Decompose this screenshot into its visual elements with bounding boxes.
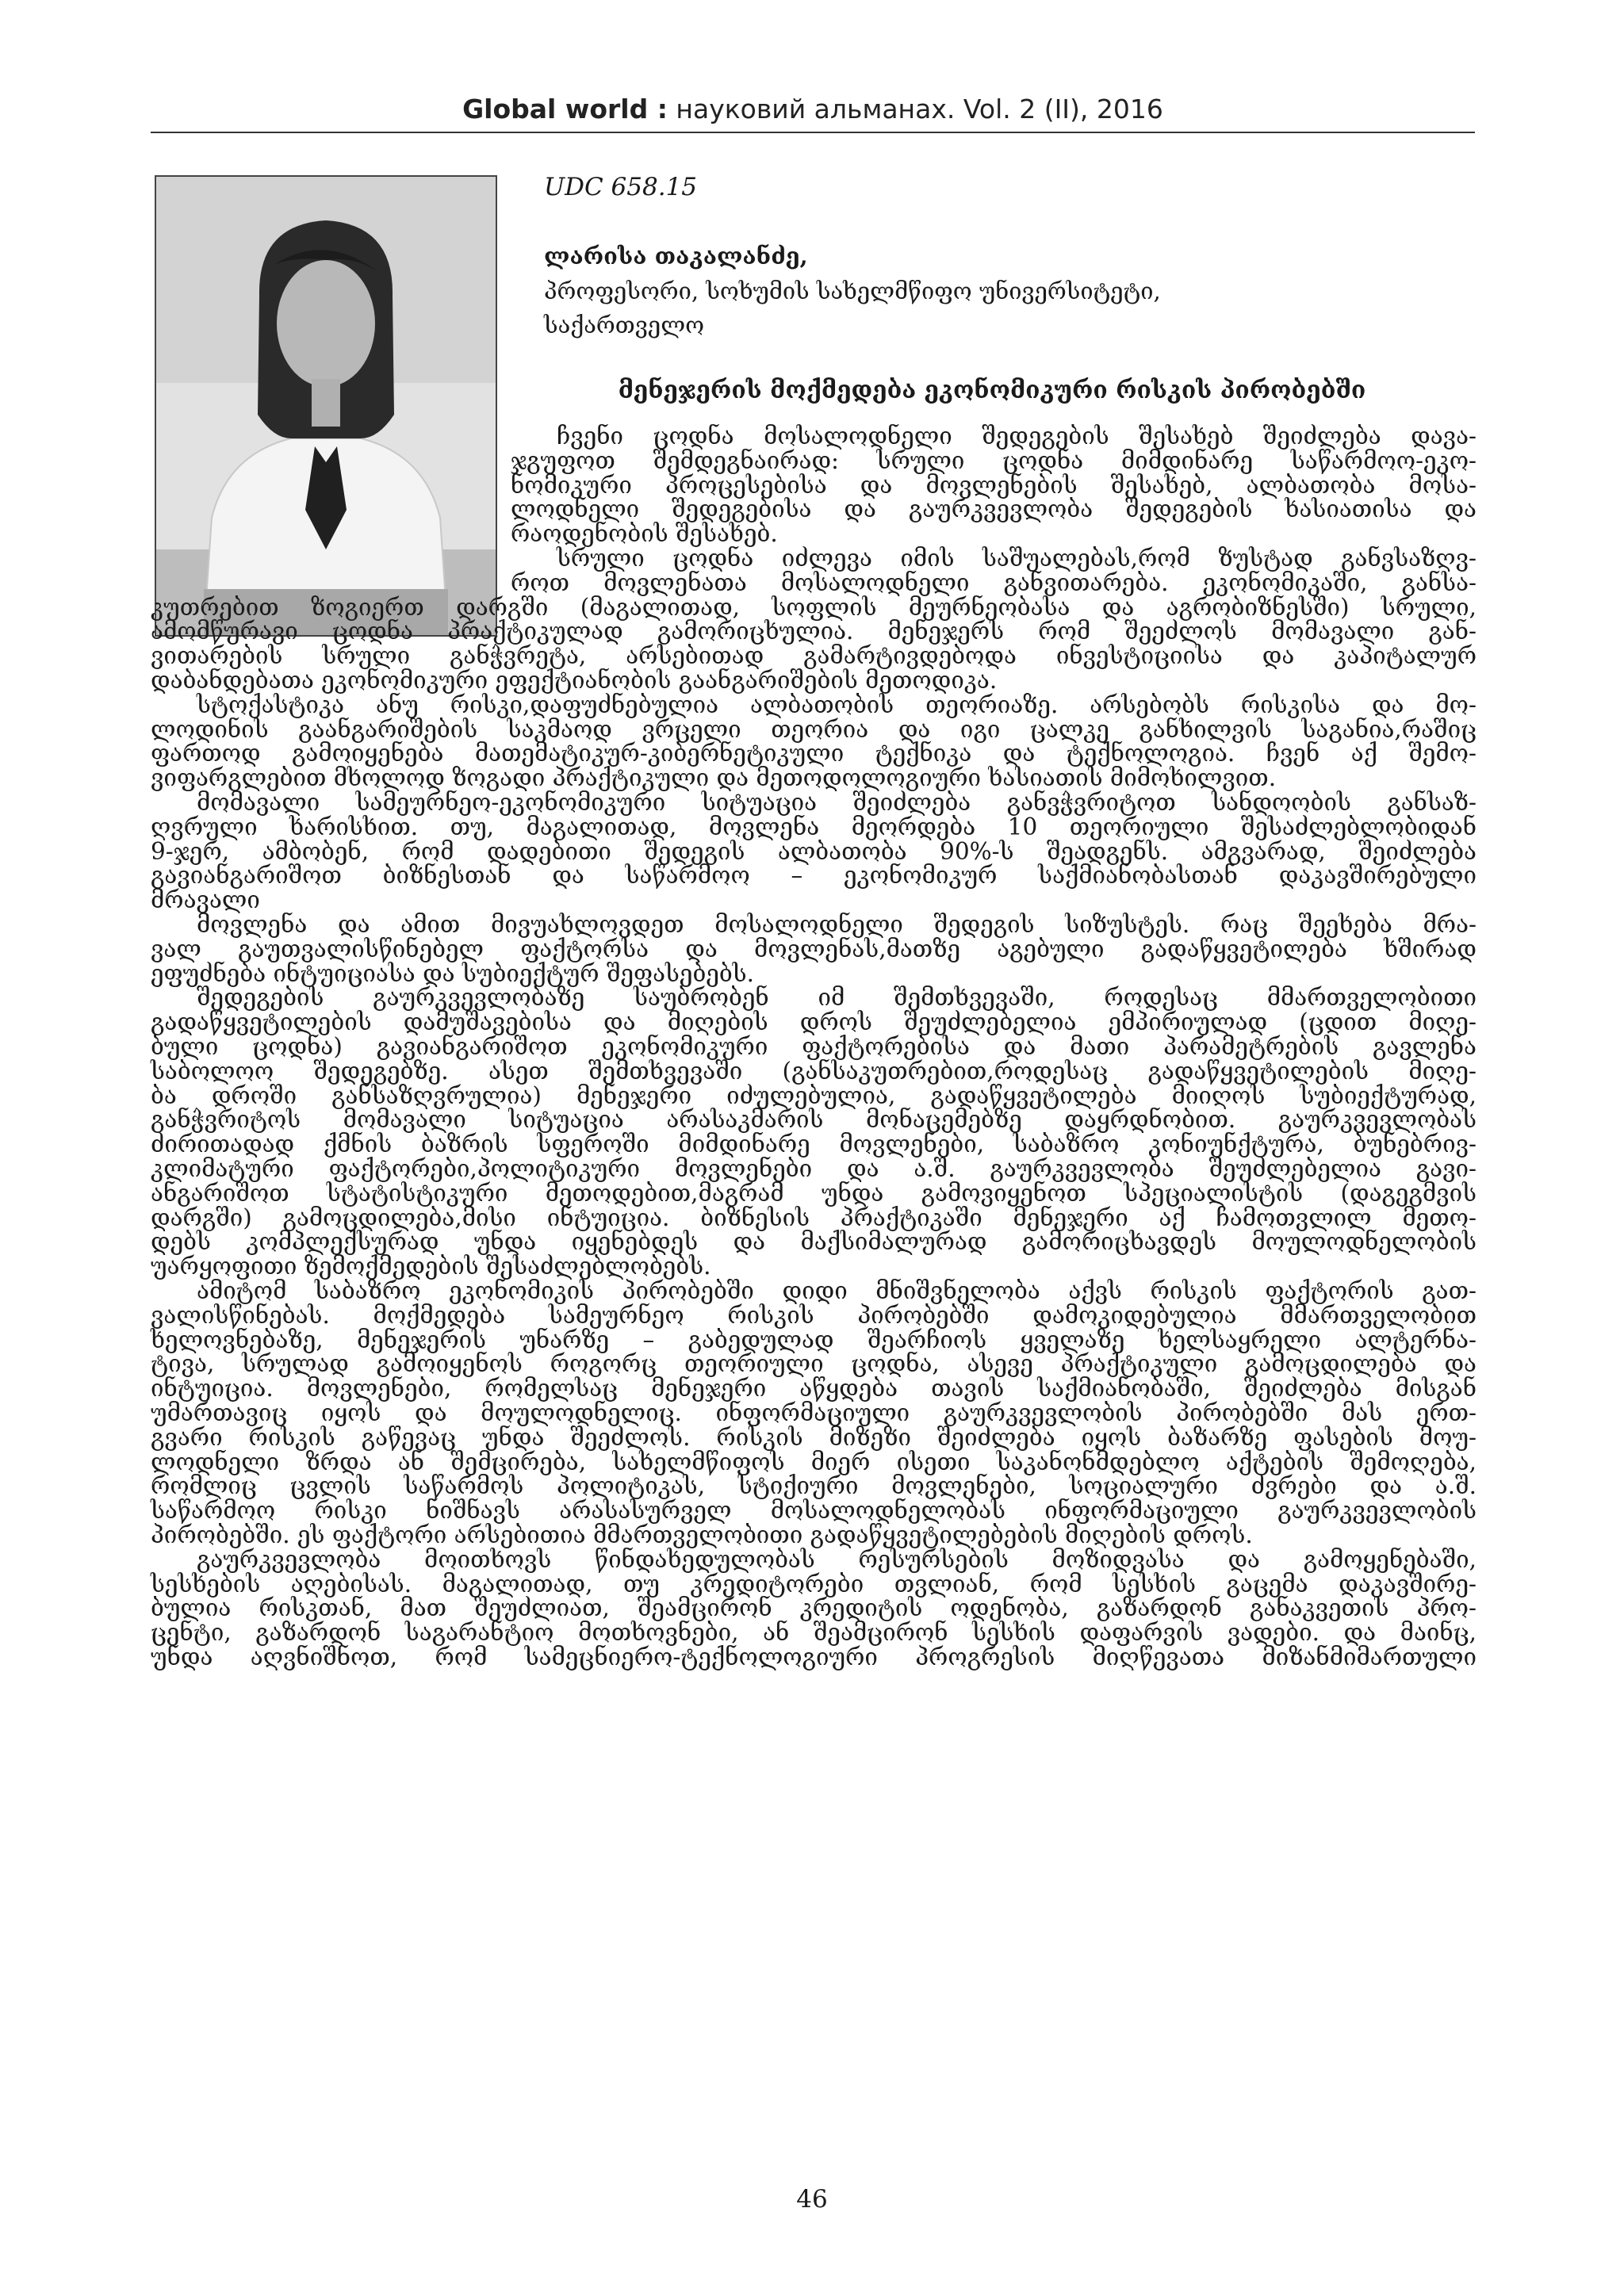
body-line: ვალისწინებას. მოქმედება სამეურნეო რისკის პირობებში დამოკიდებულია მმართველობით — [151, 1301, 1477, 1329]
body-line: ტივა, სრულად გამოიყენოს როგორც თეორიული ცოდნა, ასევე პრაქტიკული გამოცდილება და — [151, 1350, 1477, 1378]
body-line: საწარმოო რისკი ნიშნავს არასასურველ მოსალოდნელობას ინფორმაციული გაურკვევლობის — [151, 1497, 1477, 1525]
body-line: უარყოფითი ზემოქმედების შესაძლებლობებს. — [151, 1253, 711, 1280]
body-line: დაბანდებათა ეკონომიკური ეფექტიანობის გაანგარიშების მეთოდიკა. — [151, 667, 998, 694]
body-line: სრული ცოდნა იძლევა იმის საშუალებას,რომ ზუსტად განვსაზღვ- — [557, 545, 1477, 572]
body-line: ანგარიშოთ სტატისტიკური მეთოდებით,მაგრამ უნდა გამოვიყენოთ სპეციალისტის (დაგეგმვის — [151, 1179, 1477, 1207]
body-line: ამომწურავი ცოდნა პრაქტიკულად გამორიცხულია. მენეჯერს რომ შეეძლოს მომავალი გან- — [151, 618, 1477, 645]
body-line: ბული ცოდნა) გავიანგარიშოთ ეკონომიკური ფაქტორებისა და მათი პარამეტრების გავლენა — [151, 1033, 1477, 1060]
body-line: ნომიკური პროცესებისა და მოვლენების შესახებ, ალბათობა მოსა- — [511, 471, 1477, 499]
body-line: გადაწყვეტილების დამუშავებისა და მიღების დროს შეუძლებელია ემპირიულად (ცდით მიღე- — [151, 1008, 1477, 1036]
body-line: ეფუძნება ინტუიციასა და სუბიექტურ შეფასებებს. — [151, 959, 755, 987]
header-rule — [151, 132, 1475, 133]
author-name: ლარისა თაკალანძე, — [544, 243, 808, 270]
body-line: ღვრული ხარისხით. თუ, მაგალითად, მოვლენა მეორდება 10 თეორიული შესაძლებლობიდან — [151, 813, 1477, 840]
body-line: ვითარების სრული განჭვრეტა, არსებითად გამარტივდებოდა ინვესტიციისა და კაპიტალურ — [151, 642, 1477, 670]
journal-name: Global world : — [462, 94, 668, 124]
body-line: ბა დროში განსაზღვრულია) მენეჯერი იძულებულია, გადაწყვეტილება მიიღოს სუბიექტურად, — [151, 1081, 1477, 1109]
affiliation-line: პროფესორი, სოხუმის სახელმწიფო უნივერსიტეტი, — [544, 277, 1161, 304]
author-photo — [155, 175, 497, 637]
body-line: რაოდენობის შესახებ. — [511, 520, 778, 548]
body-line: ლოდნელი შედეგებისა და გაურკვევლობა შედეგების ხასიათისა და — [511, 496, 1477, 523]
body-line: კლიმატური ფაქტორები,პოლიტიკური მოვლენები და ა.შ. გაურკვევლობა შეუძლებელია გავი- — [151, 1155, 1477, 1182]
body-line: მომავალი სამეურნეო-ეკონომიკური სიტუაცია შეიძლება განვჭვრიტოთ სანდოობის განსაზ- — [197, 789, 1477, 816]
body-line: დებს კომპლექსურად უნდა იყენებდეს და მაქსიმალურად გამორიცხავდეს მოულოდნელობის — [151, 1228, 1477, 1256]
body-line: უნდა აღვნიშნოთ, რომ სამეცნიერო-ტექნოლოგიური პროგრესის მიღწევათა მიზანმიმართული — [151, 1644, 1477, 1670]
body-line: ამიტომ საბაზრო ეკონომიკის პირობებში დიდი მნიშვნელობა აქვს რისკის ფაქტორის გათ- — [197, 1277, 1477, 1304]
body-line: გაურკვევლობა მოითხოვს წინდახედულობას რესურსების მოზიდვასა და გამოყენებაში, — [197, 1545, 1477, 1573]
author-portrait-icon — [156, 177, 496, 635]
body-line: ბულია რისკთან, მათ შეუძლიათ, შეამცირონ კრედიტის ოდენობა, გაზარდონ განაკვეთის პრო- — [151, 1594, 1477, 1622]
body-line: ლოდინის გაანგარიშების საკმაოდ ვრცელი თეორია და იგი ცალკე განხილვის საგანია,რაშიც — [151, 715, 1477, 743]
body-line: ცენტი, გაზარდონ საგარანტიო მოთხოვნები, ან შეამცირონ სესხის დაფარვის ვადები. და მაინც, — [151, 1619, 1477, 1647]
author-affiliation — [544, 274, 1440, 342]
body-line: ჩვენი ცოდნა მოსალოდნელი შედეგების შესახებ შეიძლება დავა- — [557, 423, 1477, 450]
udc-code: UDC 658.15 — [544, 173, 698, 201]
body-line: ჯგუფოთ შემდეგნაირად: სრული ცოდნა მიმდინარე საწარმოო-ეკო- — [511, 446, 1477, 474]
body-line: შედეგების გაურკვევლობაზე საუბრობენ იმ შემთხვევაში, როდესაც მმართველობითი — [197, 984, 1477, 1012]
affiliation-line: საქართველო — [544, 312, 705, 339]
body-line: ვალ გაუთვალისწინებელ ფაქტორსა და მოვლენას,მათზე აგებული გადაწყვეტილება ხშირად — [151, 935, 1477, 962]
body-line: დარგში) გამოცდილება,მისი ინტუიცია. ბიზნესის პრაქტიკაში მენეჯერი აქ ჩამოთვლილ მეთო- — [151, 1203, 1477, 1231]
body-line: უმართავიც იყოს და მოულოდნელიც. ინფორმაციული გაურკვევლობის პირობებში მას ერთ- — [151, 1399, 1477, 1426]
body-line: ლოდნელი ზრდა ან შემცირება, სახელმწიფოს მიერ ისეთი საკანონმდებლო აქტების შემოღება, — [151, 1448, 1477, 1475]
body-line: ხელოვნებაზე, მენეჯერის უნარზე – გაბედულად შეარჩიოს ყველაზე ხელსაყრელი ალტერნა- — [151, 1326, 1477, 1353]
body-line: კუთრებით ზოგიერთ დარგში (მაგალითად, სოფლის მეურნეობასა და აგრობიზნესში) სრული, — [151, 593, 1477, 621]
body-line: ვიფარგლებით მხოლოდ ზოგადი პრაქტიკული და მეთოდოლოგიური ხასიათის მიმოხილვით. — [151, 764, 1277, 792]
body-line: ფართოდ გამოიყენება მათემატიკურ-კიბერნეტიკული ტექნიკა და ტექნოლოგია. ჩვენ აქ შემო- — [151, 740, 1477, 767]
article-title: მენეჯერის მოქმედება ეკონომიკური რისკის პირობებში — [618, 377, 1366, 404]
body-line: ძირითადად ქმნის ბაზრის სფეროში მიმდინარე მოვლენები, საბაზრო კონიუნქტურა, ბუნებრივ- — [151, 1131, 1477, 1158]
journal-issue: науковий альманах. Vol. 2 (II), 2016 — [667, 94, 1163, 124]
body-line: როთ მოვლენათა მოსალოდნელი განვითარება. ეკონომიკაში, განსა- — [511, 568, 1477, 596]
body-line: საბოლოო შედეგებზე. ასეთ შემთხვევაში (განსაკუთრებით,როდესაც გადაწყვეტილების მიღე- — [151, 1057, 1477, 1085]
page-number: 46 — [796, 2185, 828, 2214]
body-line: რომლიც ცვლის საწარმოს პოლიტიკას, სტიქიური მოვლენები, სოციალური ძვრები და ა.შ. — [151, 1472, 1477, 1500]
running-header — [151, 94, 1475, 125]
body-line: სტოქასტიკა ანუ რისკი,დაფუძნებულია ალბათობის თეორიაზე. არსებობს რისკისა და მო- — [197, 691, 1477, 718]
body-line: პირობებში. ეს ფაქტორი არსებითია მმართველობითი გადაწყვეტილებების მიღების დროს. — [151, 1521, 1253, 1548]
body-line: სესხების აღებისას. მაგალითად, თუ კრედიტორები თვლიან, რომ სესხის გაცემა დაკავშირე- — [151, 1570, 1477, 1598]
body-line: მრავალი — [151, 886, 260, 914]
body-line: 9-ჯერ, ამბობენ, რომ დადებითი შედეგის ალბათობა 90%-ს შეადგენს. ამგვარად, შეიძლება — [151, 837, 1477, 865]
body-line: ინტუიცია. მოვლენები, რომელსაც მენეჯერი აწყდება თავის საქმიანობაში, შეიძლება მისგან — [151, 1375, 1477, 1402]
body-line: მოვლენა და ამით მივუახლოვდეთ მოსალოდნელი შედეგის სიზუსტეს. რაც შეეხება მრა- — [197, 911, 1477, 938]
body-line: გავიანგარიშოთ ბიზნესთან და საწარმოო – ეკონომიკურ საქმიანობასთან დაკავშირებული — [151, 862, 1477, 890]
body-line: გვარი რისკის გაწევაც უნდა შეეძლოს. რისკის მიზეზი შეიძლება იყოს ბაზარზე ფასების მოუ- — [151, 1423, 1477, 1451]
body-line: განჭვრიტოს მომავალი სიტუაცია არასაკმარის მონაცემებზე დაყრდნობით. გაურკვევლობას — [151, 1106, 1477, 1134]
